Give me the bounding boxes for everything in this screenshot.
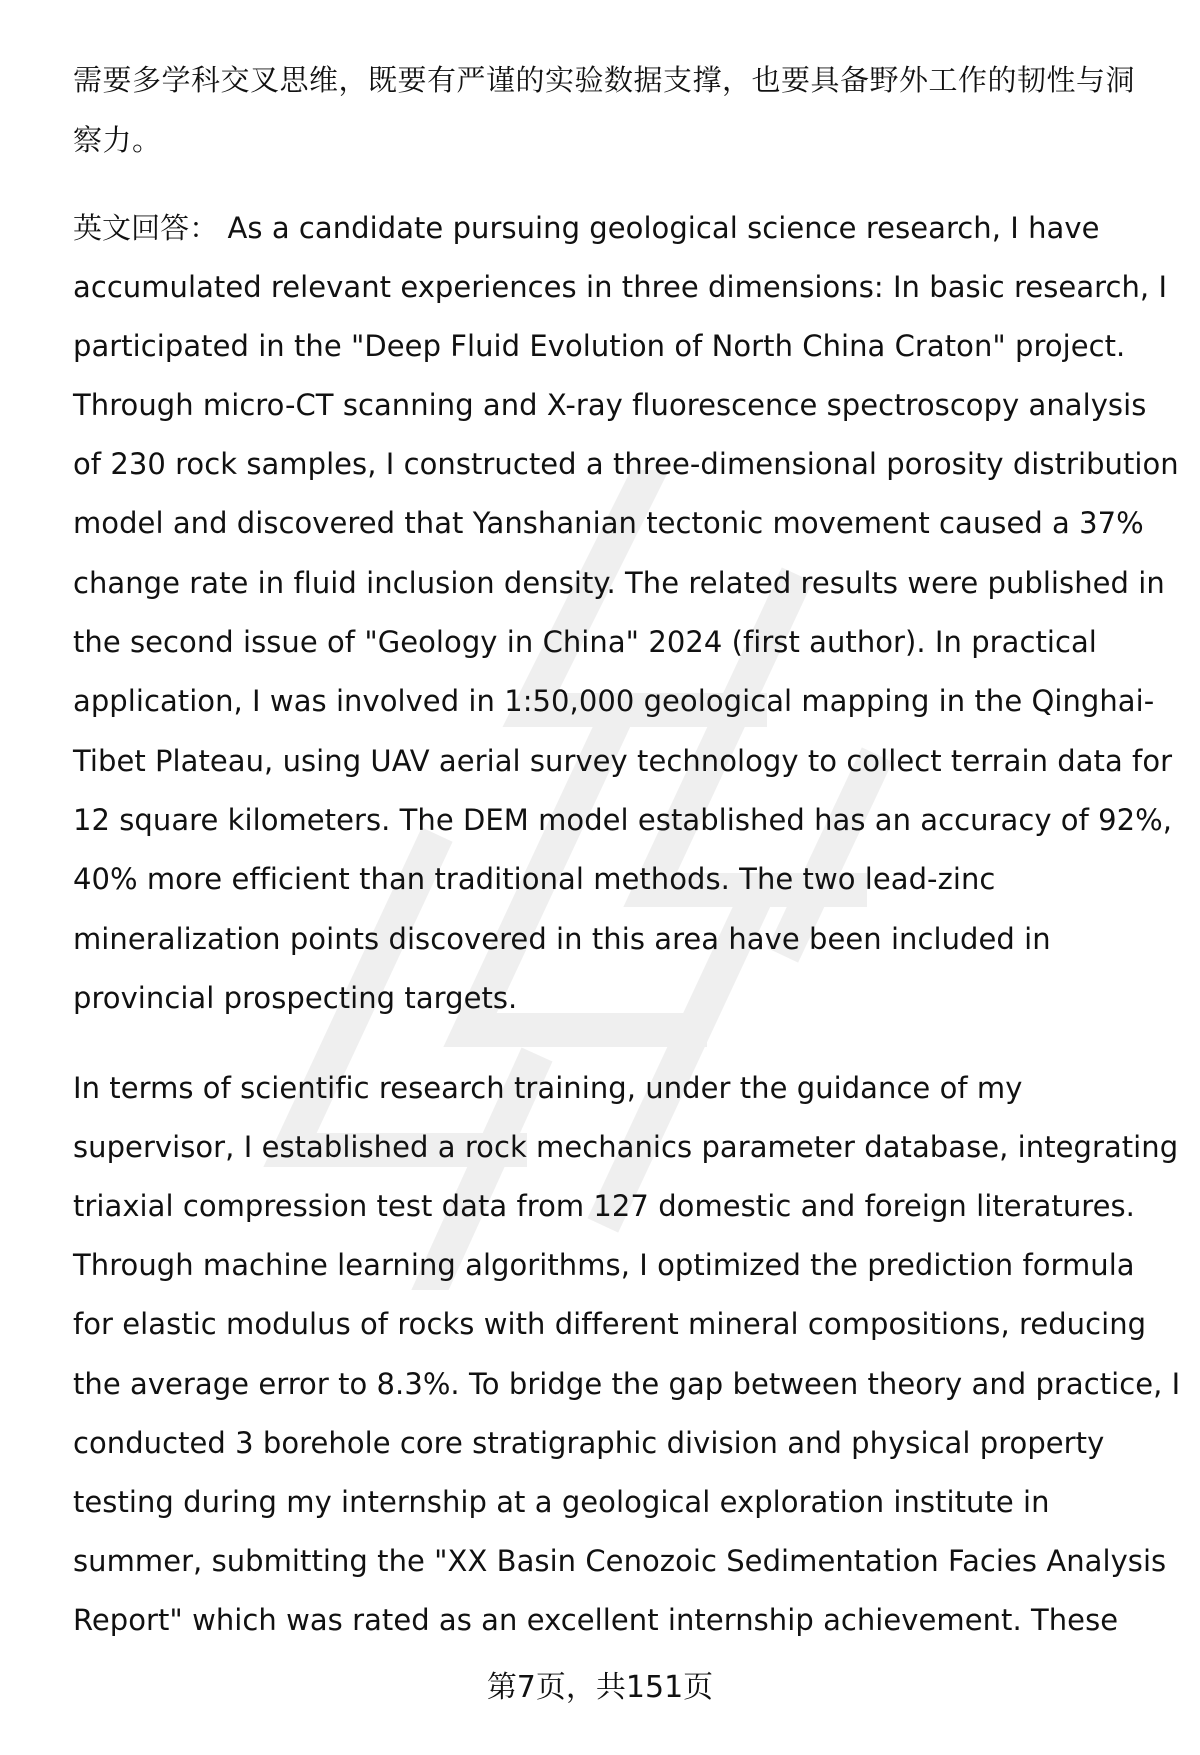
- text-line: supervisor, I established a rock mechanics parameter database, integrating: [73, 1130, 1179, 1164]
- text-line: In terms of scientific research training, under the guidance of my: [73, 1071, 1023, 1105]
- text-line: conducted 3 borehole core stratigraphic division and physical property: [73, 1426, 1105, 1460]
- text-line: Through micro-CT scanning and X-ray fluorescence spectroscopy analysis: [73, 388, 1147, 422]
- text-line: 需要多学科交叉思维，既要有严谨的实验数据支撑，也要具备野外工作的韧性与洞: [73, 63, 1136, 97]
- text-line: triaxial compression test data from 127 domestic and foreign literatures.: [73, 1189, 1135, 1223]
- text-line: provincial prospecting targets.: [73, 981, 518, 1015]
- text-line: Tibet Plateau, using UAV aerial survey technology to collect terrain data for: [73, 744, 1173, 778]
- text-line: Report" which was rated as an excellent internship achievement. These: [73, 1603, 1119, 1637]
- text-line: 40% more efficient than traditional methods. The two lead-zinc: [73, 862, 996, 896]
- text-line: accumulated relevant experiences in three dimensions: In basic research, I: [73, 270, 1168, 304]
- text-line: the average error to 8.3%. To bridge the gap between theory and practice, I: [73, 1367, 1181, 1401]
- answer-first-line: 英文回答： As a candidate pursuing geological science research, I have: [73, 211, 1100, 245]
- text-line: testing during my internship at a geological exploration institute in: [73, 1485, 1050, 1519]
- text-line: the second issue of "Geology in China" 2024 (first author). In practical: [73, 625, 1097, 659]
- text-line: summer, submitting the "XX Basin Cenozoic Sedimentation Facies Analysis: [73, 1544, 1167, 1578]
- text-line: change rate in fluid inclusion density. The related results were published in: [73, 566, 1165, 600]
- text-line: of 230 rock samples, I constructed a three-dimensional porosity distribution: [73, 447, 1179, 481]
- text-line: Through machine learning algorithms, I optimized the prediction formula: [73, 1248, 1135, 1282]
- text-line: 察力。: [73, 123, 162, 157]
- text-line: for elastic modulus of rocks with different mineral compositions, reducing: [73, 1307, 1147, 1341]
- text-line: 12 square kilometers. The DEM model established has an accuracy of 92%,: [73, 803, 1172, 837]
- text-line: participated in the "Deep Fluid Evolution of North China Craton" project.: [73, 329, 1126, 363]
- page-number-footer: 第7页，共151页: [486, 1670, 714, 1705]
- text-line: application, I was involved in 1:50,000 geological mapping in the Qinghai-: [73, 684, 1155, 718]
- text-line: mineralization points discovered in this area have been included in: [73, 922, 1051, 956]
- text-line: model and discovered that Yanshanian tectonic movement caused a 37%: [73, 506, 1144, 540]
